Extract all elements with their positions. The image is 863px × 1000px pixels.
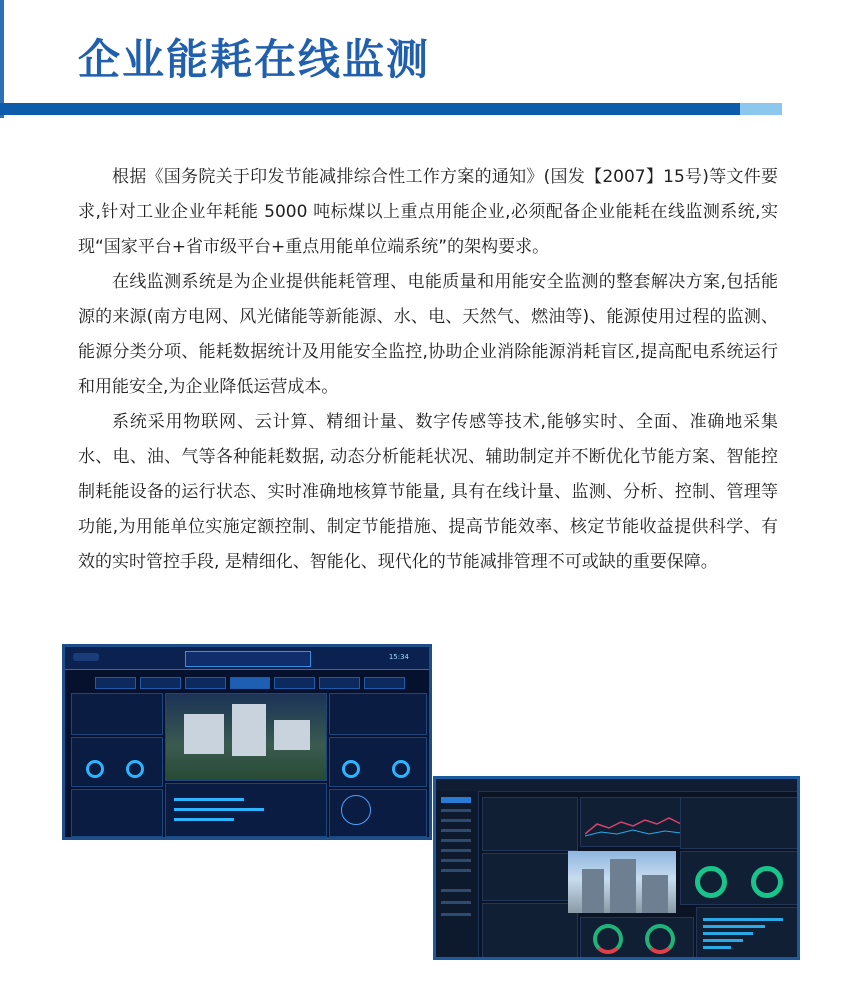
sidebar-item [441, 797, 471, 803]
building-model [274, 720, 310, 750]
bar [703, 918, 783, 921]
ring-gauge [342, 760, 360, 778]
progress-line [174, 818, 234, 821]
trend-panel [71, 789, 163, 837]
title-underline [0, 103, 740, 115]
paragraph-3: 系统采用物联网、云计算、精细计量、数字传感等技术,能够实时、全面、准确地采集水、电、油、气等各种能耗数据, 动态分析能耗状况、辅助制定并不断优化节能方案、智能控制耗能设备的运行状态、实时准确地核算节能量, 具有在线计量、监测、分析、控制、管理等功能,为用能单位实施定额控制、制定节能措施、提高节能效率、核定节能收益提供科学、有效的实时管控手段, 是精细化、智能化、现代化的节能减排管理不可或缺的重要保障。 [78, 412, 778, 572]
title-underline-tail [740, 103, 782, 115]
progress-line [174, 798, 244, 801]
bar [703, 932, 753, 935]
bar [703, 939, 743, 942]
building-model [184, 714, 224, 754]
platform-header [436, 779, 797, 792]
summary-panel [329, 693, 427, 735]
dashboard-title-banner [185, 651, 311, 667]
sidebar-item [441, 913, 471, 916]
progress-line [174, 808, 264, 811]
dashboard-tab-bar [95, 677, 405, 687]
ranking-panel [680, 797, 798, 849]
building-3d-view [165, 693, 327, 781]
sidebar [436, 791, 479, 960]
ring-gauge [392, 760, 410, 778]
left-accent-bar [0, 0, 4, 118]
gauge-panel [580, 917, 694, 959]
facility-photo [568, 851, 676, 913]
sidebar-item [441, 819, 471, 822]
device-list-panel [165, 783, 327, 837]
meter-panel [482, 797, 578, 851]
gauge [593, 924, 623, 954]
paragraph-2: 在线监测系统是为企业提供能耗管理、电能质量和用能安全监测的整套解决方案,包括能源的来源(南方电网、风光储能等新能源、水、电、天然气、燃油等)、能源使用过程的监测、能源分类分项、能耗数据统计及用能安全监控,协助企业消除能源消耗盲区,提高配电系统运行和用能安全,为企业降低运营成本。 [78, 272, 778, 397]
paragraph-1: 根据《国务院关于印发节能减排综合性工作方案的通知》(国发【2007】15号)等文件要求,针对工业企业年耗能 5000 吨标煤以上重点用能企业,必须配备企业能耗在线监测系统,实现“国家平台+省市级平台+重点用能单位端系统”的架构要求。 [78, 167, 778, 257]
donut-chart [695, 866, 727, 898]
sidebar-item [441, 901, 471, 904]
ring-gauge [86, 760, 104, 778]
stats-panel [482, 853, 578, 901]
sidebar-item [441, 889, 471, 892]
donut-chart [751, 866, 783, 898]
building [582, 869, 604, 913]
tab [364, 677, 405, 689]
radar-chart [341, 795, 371, 825]
sidebar-item [441, 869, 471, 872]
stats-panel [71, 693, 163, 735]
sidebar-item [441, 849, 471, 852]
building-model [232, 704, 266, 756]
sidebar-item [441, 809, 471, 812]
tab [95, 677, 136, 689]
tab [230, 677, 271, 689]
sidebar-item [441, 859, 471, 862]
bar-chart-panel [696, 907, 798, 959]
dashboard-screenshot-1 [62, 644, 432, 840]
ring-gauge [126, 760, 144, 778]
clock-readout: 15:34 [388, 653, 409, 661]
tab [274, 677, 315, 689]
building [642, 875, 668, 913]
logo [73, 653, 99, 661]
weather-panel [329, 737, 427, 787]
bar [703, 925, 765, 928]
energy-panel [71, 737, 163, 787]
tab [319, 677, 360, 689]
tab [185, 677, 226, 689]
bar [703, 946, 731, 949]
body-text [78, 160, 778, 580]
sidebar-item [441, 839, 471, 842]
gauge [645, 924, 675, 954]
weather-panel [482, 903, 578, 959]
sidebar-item [441, 829, 471, 832]
tab [140, 677, 181, 689]
building [610, 859, 636, 913]
dashboard-header [65, 647, 429, 670]
dashboard-screenshot-2 [433, 776, 800, 960]
donut-panel [680, 851, 798, 905]
page-title: 企业能耗在线监测 [78, 35, 431, 84]
